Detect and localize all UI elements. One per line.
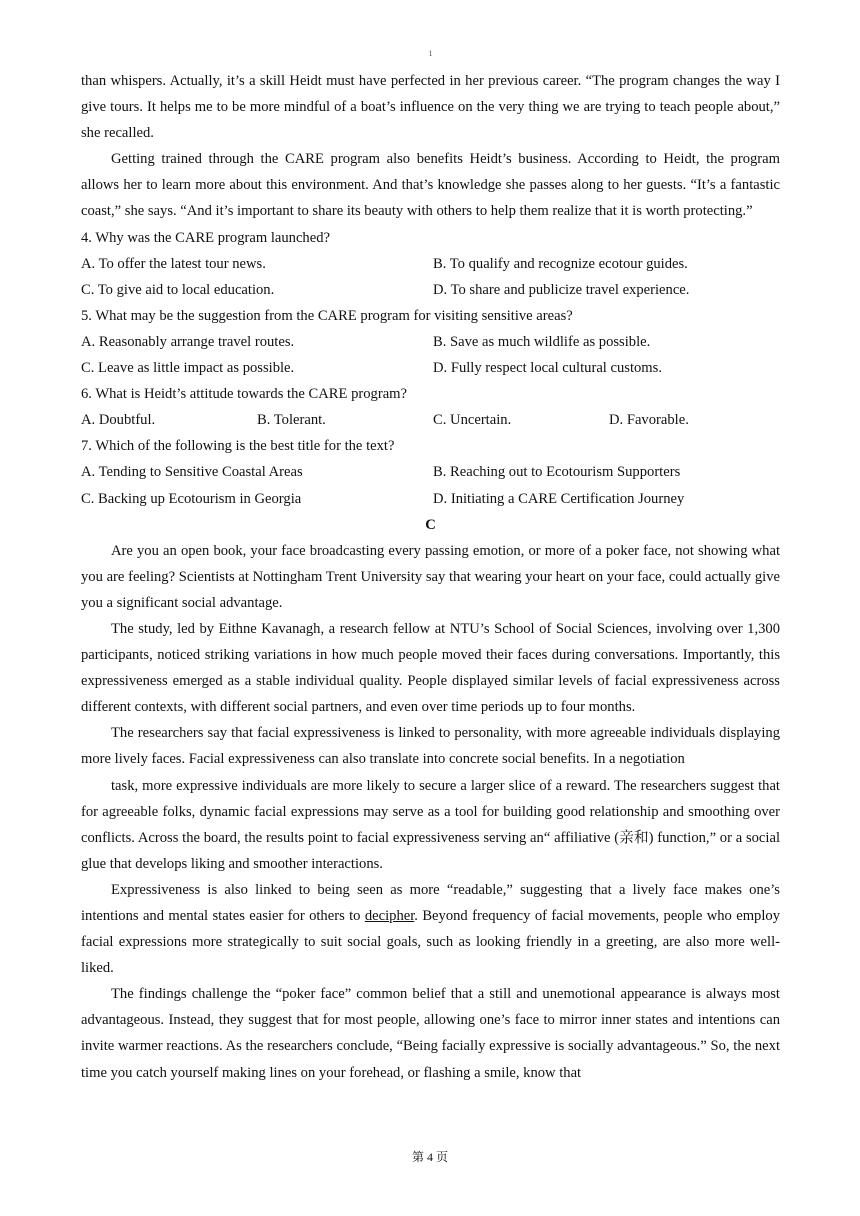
option: D. To share and publicize travel experience. (433, 281, 690, 298)
option: D. Fully respect local cultural customs. (433, 360, 662, 377)
option: A. Reasonably arrange travel routes. (81, 333, 295, 350)
option: B. To qualify and recognize ecotour guides. (433, 255, 688, 272)
paragraph-text: . Beyond frequency of facial movements, people who employ facial expressions more strategically to suit social goals, such as looking friendly in a greeting, are also more well- liked. (81, 908, 781, 977)
options-row (81, 355, 780, 381)
passage-b-paragraph: Getting trained through the CARE program also benefits Heidt’s business. According to Heidt, the program allows her to learn more about this environment. And that’s knowledge she passes along to her guests. “It’s a fantastic coast,” she says. “And it’s important to share its beauty with others to help them realize that it is worth protecting.” (81, 151, 780, 220)
page-number: 第 4 页 (411, 1150, 448, 1164)
options-row (81, 459, 780, 485)
options-row (81, 486, 780, 512)
options-row (81, 329, 780, 355)
option: D. Initiating a CARE Certification Journey (433, 490, 685, 507)
option: B. Reaching out to Ecotourism Supporters (433, 464, 681, 481)
option: A. Tending to Sensitive Coastal Areas (81, 464, 303, 481)
option: C. To give aid to local education. (81, 281, 275, 298)
passage-c-paragraph: The findings challenge the “poker face” common belief that a still and unemotional appearance is always most advantageous. Instead, they suggest that for most people, allowing one’s face to mirror inner states and intentions can invite warmer reactions. As the researchers conclude, “Being facially expressive is socially advantageous.” So, the next time you catch yourself making lines on your forehead, or flashing a smile, know that (81, 986, 780, 1081)
option: C. Backing up Ecotourism in Georgia (81, 490, 302, 507)
options-row (81, 251, 780, 277)
options-row (81, 407, 780, 433)
option: A. To offer the latest tour news. (81, 255, 266, 272)
passage-c-paragraph: The researchers say that facial expressiveness is linked to personality, with more agreeable individuals displaying more lively faces. Facial expressiveness can also translate into concrete social benefits. In a negotiation (81, 725, 780, 768)
options-row (81, 277, 780, 303)
passage-b-paragraph: than whispers. Actually, it’s a skill Heidt must have perfected in her previous career. “The program changes the way I give tours. It helps me to be more mindful of a boat’s influence on the very thing we are trying to teach people about,” she recalled. (81, 73, 780, 142)
question-stem: 4. Why was the CARE program launched? (81, 229, 330, 246)
option: A. Doubtful. (81, 412, 156, 429)
section-heading: C (425, 516, 436, 533)
document-body (81, 68, 780, 1086)
option: C. Uncertain. (433, 412, 512, 429)
option: B. Tolerant. (257, 412, 326, 429)
option: B. Save as much wildlife as possible. (433, 333, 651, 350)
question-stem: 5. What may be the suggestion from the CARE program for visiting sensitive areas? (81, 307, 573, 324)
passage-c-paragraph (81, 877, 780, 981)
underlined-word: decipher (364, 908, 415, 924)
passage-c-paragraph: Are you an open book, your face broadcasting every passing emotion, or more of a poker face, not showing what you are feeling? Scientists at Nottingham Trent University say that wearing your heart on your face, could actually give you a significant social advantage. (81, 542, 780, 611)
passage-c-paragraph: task, more expressive individuals are more likely to secure a larger slice of a reward. The researchers suggest that for agreeable folks, dynamic facial expressions may serve as a tool for building good relationship and smoothing over conflicts. Across the board, the results point to facial expressiveness serving an“ affiliative (亲和) function,” or a social glue that develops liking and smoother interactions. (81, 777, 780, 872)
question-stem: 6. What is Heidt’s attitude towards the CARE program? (81, 386, 408, 403)
paragraph-text: Expressiveness is also linked to being seen as more “readable,” suggesting that a lively face makes one’s intentions and mental states easier for others to (81, 881, 780, 924)
question-stem: 7. Which of the following is the best title for the text? (81, 438, 395, 455)
option: C. Leave as little impact as possible. (81, 360, 295, 377)
passage-c-paragraph: The study, led by Eithne Kavanagh, a research fellow at NTU’s School of Social Sciences, involving over 1,300 participants, noticed striking variations in how much people moved their faces during conversations. Importantly, this expressiveness emerged as a stable individual quality. People displayed similar levels of facial expressiveness across different contexts, with different social partners, and even over time periods up to four months. (81, 620, 780, 716)
option: D. Favorable. (609, 412, 689, 429)
header-mark: 1 (428, 49, 433, 58)
